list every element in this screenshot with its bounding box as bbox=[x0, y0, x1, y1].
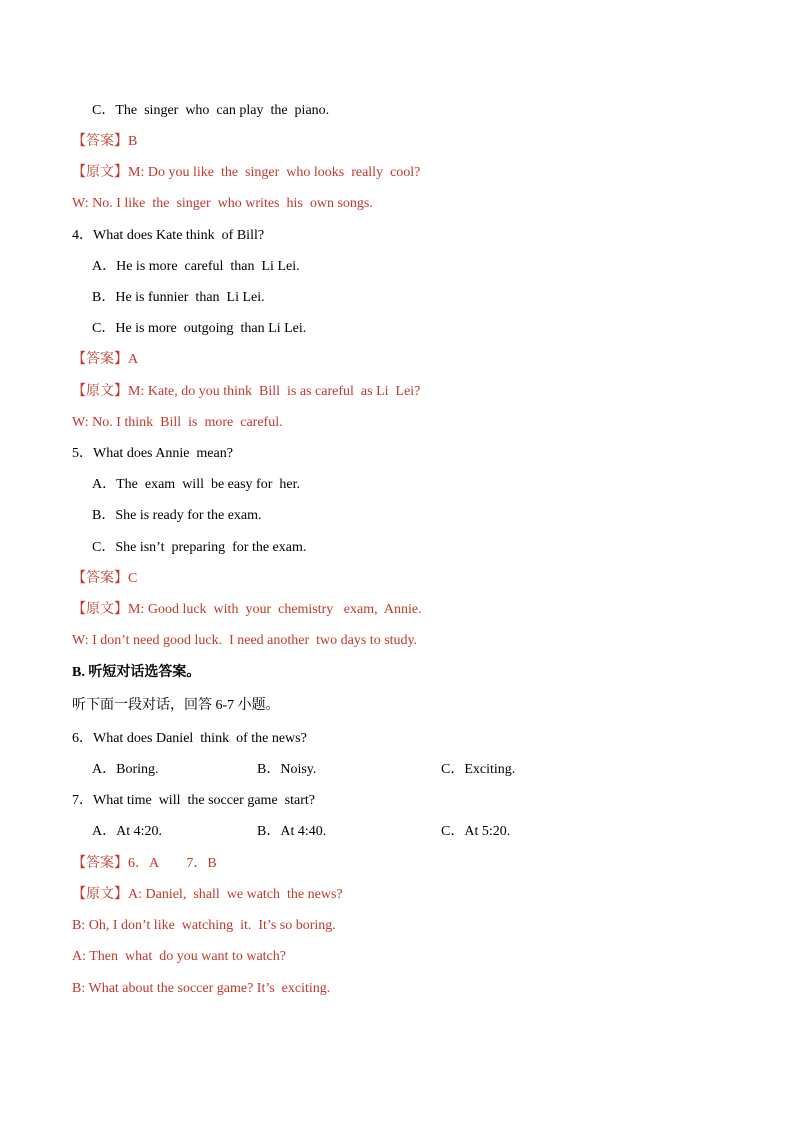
q4-script-m: 【原文】M: Kate, do you think Bill is as careful as Li Lei? bbox=[72, 384, 421, 399]
q6-option-c: C．Exciting. bbox=[441, 762, 516, 777]
q5-option-a: A．The exam will be easy for her. bbox=[92, 477, 300, 492]
q4-option-a: A．He is more careful than Li Lei. bbox=[92, 259, 300, 274]
q5-script-w: W: I don’t need good luck. I need another two days to study. bbox=[72, 633, 418, 648]
q6-question: 6．What does Daniel think of the news? bbox=[72, 731, 307, 746]
q3-answer: 【答案】B bbox=[72, 134, 138, 149]
q6-option-b: B．Noisy. bbox=[257, 762, 317, 777]
q5-script-m: 【原文】M: Good luck with your chemistry exam, Annie. bbox=[72, 602, 422, 617]
section-b-heading: B. 听短对话选答案。 bbox=[72, 665, 201, 680]
section-b-instruction: 听下面一段对话，回答 6-7 小题。 bbox=[72, 698, 280, 713]
q3-script-m: 【原文】M: Do you like the singer who looks really cool? bbox=[72, 165, 421, 180]
q7-question: 7．What time will the soccer game start? bbox=[72, 793, 315, 808]
q3-script-w: W: No. I like the singer who writes his own songs. bbox=[72, 196, 373, 211]
q5-question: 5．What does Annie mean? bbox=[72, 446, 233, 461]
q67-script-2: B: Oh, I don’t like watching it. It’s so boring. bbox=[72, 918, 336, 933]
q5-option-c: C．She isn’t preparing for the exam. bbox=[92, 540, 307, 555]
q5-option-b: B．She is ready for the exam. bbox=[92, 508, 262, 523]
q5-answer: 【答案】C bbox=[72, 571, 138, 586]
q6-option-a: A．Boring. bbox=[92, 762, 159, 777]
q67-script-3: A: Then what do you want to watch? bbox=[72, 949, 286, 964]
q4-answer: 【答案】A bbox=[72, 352, 139, 367]
q4-question: 4．What does Kate think of Bill? bbox=[72, 228, 265, 243]
q7-option-c: C．At 5:20. bbox=[441, 824, 511, 839]
q4-option-b: B．He is funnier than Li Lei. bbox=[92, 290, 265, 305]
q4-script-w: W: No. I think Bill is more careful. bbox=[72, 415, 283, 430]
q67-answer: 【答案】6．A 7．B bbox=[72, 856, 217, 871]
q7-option-b: B．At 4:40. bbox=[257, 824, 327, 839]
q67-script-1: 【原文】A: Daniel, shall we watch the news? bbox=[72, 887, 343, 902]
q3-option-c: C．The singer who can play the piano. bbox=[92, 103, 330, 118]
q4-option-c: C．He is more outgoing than Li Lei. bbox=[92, 321, 307, 336]
q67-script-4: B: What about the soccer game? It’s exciting. bbox=[72, 981, 331, 996]
q7-option-a: A．At 4:20. bbox=[92, 824, 162, 839]
